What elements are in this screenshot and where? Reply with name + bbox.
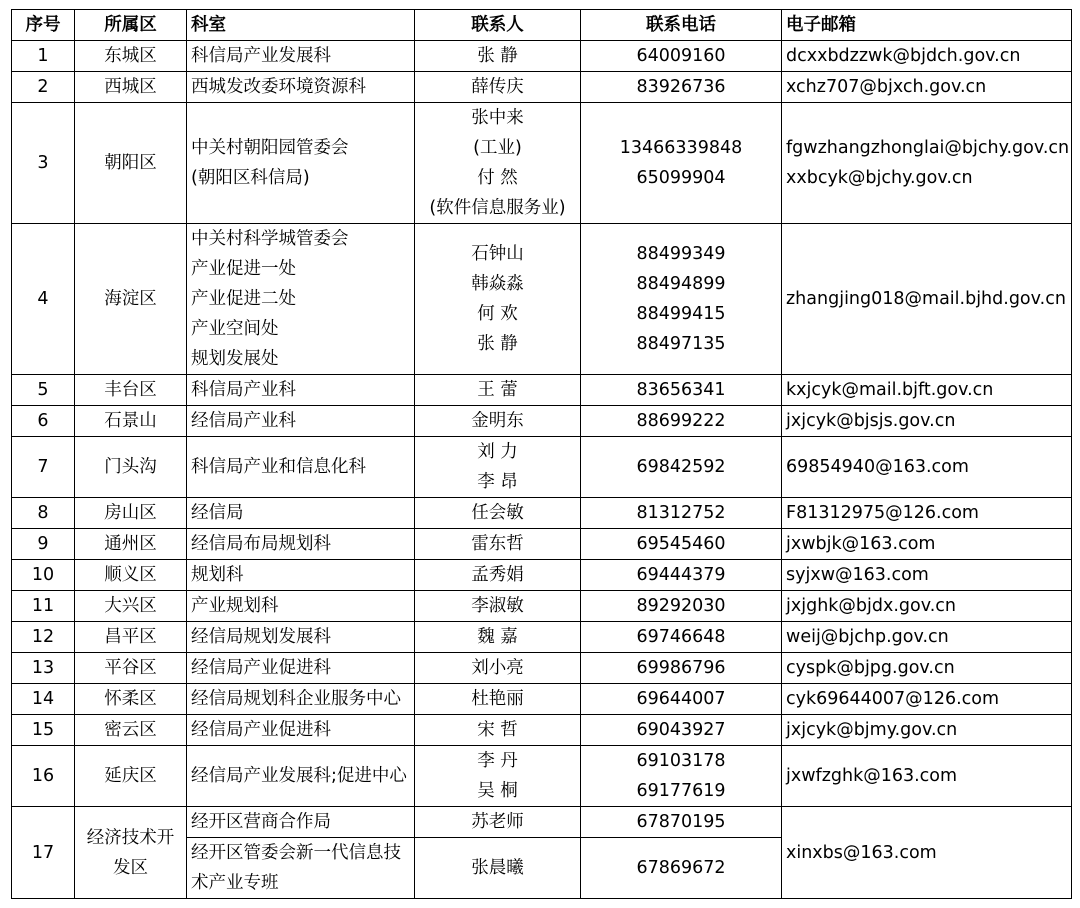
cell-dept-line: 术产业专班 bbox=[191, 873, 279, 893]
cell-district: 大兴区 bbox=[75, 591, 187, 622]
cell-dept-line: 经信局 bbox=[191, 503, 244, 523]
table-row bbox=[12, 684, 1072, 715]
cell-phone bbox=[581, 715, 782, 746]
cell-phone-line: 69103178 bbox=[636, 751, 726, 771]
cell-dept-line: 中关村朝阳园管委会 bbox=[191, 138, 349, 158]
cell-dept-line: 经信局产业促进科 bbox=[191, 720, 331, 740]
contact-table bbox=[11, 9, 1072, 899]
cell-district: 密云区 bbox=[75, 715, 187, 746]
cell-phone bbox=[581, 529, 782, 560]
cell-contact-line: 张中来 bbox=[471, 108, 524, 128]
cell-phone bbox=[581, 406, 782, 437]
cell-no: 10 bbox=[12, 560, 75, 591]
cell-dept bbox=[187, 529, 415, 560]
cell-phone-line: 65099904 bbox=[636, 168, 726, 188]
cell-email bbox=[782, 591, 1072, 622]
cell-dept bbox=[187, 684, 415, 715]
cell-email-line: xxbcyk@bjchy.gov.cn bbox=[786, 168, 973, 188]
cell-phone-line: 83926736 bbox=[636, 77, 726, 97]
cell-contact: 张晨曦 bbox=[415, 838, 581, 899]
cell-contact-line: 付 然 bbox=[477, 168, 518, 188]
cell-dept-line: 经信局布局规划科 bbox=[191, 534, 331, 554]
header-contact: 联系人 bbox=[415, 10, 581, 41]
cell-district: 西城区 bbox=[75, 72, 187, 103]
cell-email bbox=[782, 437, 1072, 498]
cell-no: 7 bbox=[12, 437, 75, 498]
cell-no: 11 bbox=[12, 591, 75, 622]
cell-email bbox=[782, 375, 1072, 406]
cell-district: 房山区 bbox=[75, 498, 187, 529]
cell-contact-line: 李 昂 bbox=[477, 472, 518, 492]
cell-dept-line: 中关村科学城管委会 bbox=[191, 229, 349, 249]
cell-contact-line: 魏 嘉 bbox=[477, 627, 518, 647]
cell-email-line: fgwzhangzhonglai@bjchy.gov.cn bbox=[786, 138, 1070, 158]
cell-phone-line: 69043927 bbox=[636, 720, 726, 740]
cell-phone-line: 64009160 bbox=[636, 46, 726, 66]
cell-contact bbox=[415, 622, 581, 653]
cell-district-line: 发区 bbox=[113, 857, 148, 878]
cell-dept bbox=[187, 746, 415, 807]
cell-dept bbox=[187, 72, 415, 103]
cell-phone-line: 88699222 bbox=[636, 411, 726, 431]
cell-phone: 67870195 bbox=[581, 807, 782, 838]
cell-district: 延庆区 bbox=[75, 746, 187, 807]
cell-contact: 苏老师 bbox=[415, 807, 581, 838]
cell-contact bbox=[415, 375, 581, 406]
cell-dept bbox=[187, 653, 415, 684]
cell-email-line: jxjcyk@bjsjs.gov.cn bbox=[786, 411, 956, 431]
cell-dept-line: 科信局产业发展科 bbox=[191, 46, 331, 66]
cell-email-line: jxwbjk@163.com bbox=[786, 534, 936, 554]
cell-phone-line: 69842592 bbox=[636, 457, 726, 477]
cell-contact-line: 薛传庆 bbox=[471, 77, 524, 97]
cell-contact-line: 李 丹 bbox=[477, 751, 518, 771]
cell-phone bbox=[581, 375, 782, 406]
table-row bbox=[12, 746, 1072, 807]
cell-email bbox=[782, 746, 1072, 807]
cell-contact bbox=[415, 746, 581, 807]
cell-no: 4 bbox=[12, 224, 75, 375]
cell-email-line: jxjghk@bjdx.gov.cn bbox=[786, 596, 957, 616]
cell-contact bbox=[415, 560, 581, 591]
cell-phone-line: 69986796 bbox=[636, 658, 726, 678]
cell-contact bbox=[415, 529, 581, 560]
cell-contact bbox=[415, 406, 581, 437]
cell-email bbox=[782, 684, 1072, 715]
table-row bbox=[12, 807, 1072, 838]
cell-dept-line: 经信局规划科企业服务中心 bbox=[191, 689, 401, 709]
cell-phone bbox=[581, 653, 782, 684]
cell-contact-line: (软件信息服务业) bbox=[429, 198, 566, 218]
cell-dept-line: 科信局产业科 bbox=[191, 380, 296, 400]
cell-dept-line: 西城发改委环境资源科 bbox=[191, 77, 366, 97]
cell-email: xinxbs@163.com bbox=[782, 807, 1072, 899]
cell-phone-line: 69644007 bbox=[636, 689, 726, 709]
cell-contact-line: 金明东 bbox=[471, 411, 524, 431]
cell-contact-line: 韩焱淼 bbox=[471, 274, 524, 294]
cell-no: 13 bbox=[12, 653, 75, 684]
cell-email bbox=[782, 653, 1072, 684]
cell-phone-line: 69545460 bbox=[636, 534, 726, 554]
table-row bbox=[12, 41, 1072, 72]
cell-no: 14 bbox=[12, 684, 75, 715]
table-row bbox=[12, 406, 1072, 437]
cell-district: 石景山 bbox=[75, 406, 187, 437]
cell-dept-line: 产业促进二处 bbox=[191, 289, 296, 309]
cell-phone bbox=[581, 498, 782, 529]
cell-phone bbox=[581, 72, 782, 103]
cell-dept bbox=[187, 560, 415, 591]
cell-phone-line: 83656341 bbox=[636, 380, 726, 400]
cell-phone bbox=[581, 224, 782, 375]
table-row bbox=[12, 560, 1072, 591]
cell-phone-line: 81312752 bbox=[636, 503, 726, 523]
cell-contact-line: 石钟山 bbox=[471, 244, 524, 264]
cell-contact-line: 吴 桐 bbox=[477, 781, 518, 801]
cell-dept bbox=[187, 591, 415, 622]
header-district: 所属区 bbox=[75, 10, 187, 41]
cell-email bbox=[782, 103, 1072, 224]
cell-district: 怀柔区 bbox=[75, 684, 187, 715]
cell-contact bbox=[415, 591, 581, 622]
cell-email bbox=[782, 224, 1072, 375]
cell-dept bbox=[187, 838, 415, 899]
cell-district-line: 经济技术开 bbox=[86, 827, 175, 848]
cell-dept-line: 经信局产业科 bbox=[191, 411, 296, 431]
cell-dept-line: 产业规划科 bbox=[191, 596, 279, 616]
cell-dept bbox=[187, 103, 415, 224]
cell-dept-line: 产业促进一处 bbox=[191, 259, 296, 279]
cell-no: 5 bbox=[12, 375, 75, 406]
cell-contact-line: (工业) bbox=[473, 138, 522, 158]
cell-no: 1 bbox=[12, 41, 75, 72]
cell-email-line: cyspk@bjpg.gov.cn bbox=[786, 658, 955, 678]
cell-contact bbox=[415, 72, 581, 103]
cell-no: 16 bbox=[12, 746, 75, 807]
cell-phone bbox=[581, 560, 782, 591]
cell-phone bbox=[581, 591, 782, 622]
table-row bbox=[12, 591, 1072, 622]
table-row bbox=[12, 103, 1072, 224]
cell-dept bbox=[187, 498, 415, 529]
cell-contact bbox=[415, 41, 581, 72]
cell-dept bbox=[187, 41, 415, 72]
cell-dept-line: 规划发展处 bbox=[191, 349, 279, 369]
cell-contact bbox=[415, 653, 581, 684]
cell-district: 昌平区 bbox=[75, 622, 187, 653]
cell-dept bbox=[187, 437, 415, 498]
cell-phone-line: 88499349 bbox=[636, 244, 726, 264]
cell-dept bbox=[187, 715, 415, 746]
cell-phone bbox=[581, 746, 782, 807]
cell-dept-line: (朝阳区科信局) bbox=[191, 168, 310, 188]
cell-contact bbox=[415, 498, 581, 529]
cell-contact-line: 张 静 bbox=[477, 334, 518, 354]
cell-contact-line: 刘小亮 bbox=[471, 658, 524, 678]
cell-contact-line: 任会敏 bbox=[471, 503, 524, 523]
header-dept: 科室 bbox=[187, 10, 415, 41]
cell-phone bbox=[581, 684, 782, 715]
cell-district: 朝阳区 bbox=[75, 103, 187, 224]
cell-phone-line: 13466339848 bbox=[619, 138, 743, 158]
cell-no: 12 bbox=[12, 622, 75, 653]
cell-contact-line: 王 蕾 bbox=[477, 380, 518, 400]
cell-contact bbox=[415, 715, 581, 746]
header-no: 序号 bbox=[12, 10, 75, 41]
cell-no: 17 bbox=[12, 807, 75, 899]
cell-email bbox=[782, 406, 1072, 437]
cell-phone bbox=[581, 103, 782, 224]
cell-email-line: cyk69644007@126.com bbox=[786, 689, 1000, 709]
cell-dept-line: 经信局产业促进科 bbox=[191, 658, 331, 678]
header-email: 电子邮箱 bbox=[782, 10, 1072, 41]
table-row bbox=[12, 498, 1072, 529]
cell-district: 东城区 bbox=[75, 41, 187, 72]
cell-email bbox=[782, 72, 1072, 103]
cell-phone bbox=[581, 41, 782, 72]
table-row bbox=[12, 715, 1072, 746]
cell-contact-line: 杜艳丽 bbox=[471, 689, 524, 709]
cell-email-line: syjxw@163.com bbox=[786, 565, 929, 585]
cell-email bbox=[782, 498, 1072, 529]
cell-email bbox=[782, 622, 1072, 653]
cell-dept-line: 科信局产业和信息化科 bbox=[191, 457, 366, 477]
cell-no: 6 bbox=[12, 406, 75, 437]
cell-district: 门头沟 bbox=[75, 437, 187, 498]
cell-contact-line: 何 欢 bbox=[477, 304, 518, 324]
cell-email-line: zhangjing018@mail.bjhd.gov.cn bbox=[786, 289, 1066, 309]
cell-email-line: weij@bjchp.gov.cn bbox=[786, 627, 949, 647]
header-phone: 联系电话 bbox=[581, 10, 782, 41]
cell-email bbox=[782, 529, 1072, 560]
cell-contact-line: 宋 哲 bbox=[477, 720, 518, 740]
table-row bbox=[12, 622, 1072, 653]
cell-phone-line: 88499415 bbox=[636, 304, 726, 324]
table-header-row bbox=[12, 10, 1072, 41]
cell-email-line: jxwfzghk@163.com bbox=[786, 766, 958, 786]
cell-dept-line: 经信局产业发展科;促进中心 bbox=[191, 766, 407, 786]
cell-phone-line: 69444379 bbox=[636, 565, 726, 585]
cell-contact bbox=[415, 224, 581, 375]
cell-email bbox=[782, 41, 1072, 72]
cell-dept-line: 经信局规划发展科 bbox=[191, 627, 331, 647]
cell-contact bbox=[415, 103, 581, 224]
cell-district: 通州区 bbox=[75, 529, 187, 560]
cell-dept bbox=[187, 224, 415, 375]
cell-no: 8 bbox=[12, 498, 75, 529]
cell-no: 3 bbox=[12, 103, 75, 224]
cell-contact-line: 刘 力 bbox=[477, 442, 518, 462]
cell-phone bbox=[581, 437, 782, 498]
cell-dept-line: 规划科 bbox=[191, 565, 244, 585]
cell-no: 15 bbox=[12, 715, 75, 746]
table-row bbox=[12, 529, 1072, 560]
cell-district: 丰台区 bbox=[75, 375, 187, 406]
table-row bbox=[12, 224, 1072, 375]
cell-district: 海淀区 bbox=[75, 224, 187, 375]
cell-phone-line: 69177619 bbox=[636, 781, 726, 801]
cell-dept bbox=[187, 406, 415, 437]
cell-phone: 67869672 bbox=[581, 838, 782, 899]
table-row bbox=[12, 375, 1072, 406]
cell-dept bbox=[187, 622, 415, 653]
cell-contact-line: 张 静 bbox=[477, 46, 518, 66]
cell-email bbox=[782, 715, 1072, 746]
table-row bbox=[12, 653, 1072, 684]
cell-district: 顺义区 bbox=[75, 560, 187, 591]
cell-dept bbox=[187, 375, 415, 406]
cell-email-line: F81312975@126.com bbox=[786, 503, 979, 523]
cell-email bbox=[782, 560, 1072, 591]
cell-dept-line: 经开区管委会新一代信息技 bbox=[191, 843, 401, 863]
cell-district bbox=[75, 807, 187, 899]
cell-phone-line: 69746648 bbox=[636, 627, 726, 647]
cell-no: 2 bbox=[12, 72, 75, 103]
cell-contact-line: 李淑敏 bbox=[471, 596, 524, 616]
table-row bbox=[12, 72, 1072, 103]
cell-phone bbox=[581, 622, 782, 653]
cell-no: 9 bbox=[12, 529, 75, 560]
cell-dept-line: 产业空间处 bbox=[191, 319, 279, 339]
cell-phone-line: 88494899 bbox=[636, 274, 726, 294]
cell-phone-line: 88497135 bbox=[636, 334, 726, 354]
cell-email-line: 69854940@163.com bbox=[786, 457, 969, 477]
cell-email-line: dcxxbdzzwk@bjdch.gov.cn bbox=[786, 46, 1021, 66]
cell-email-line: kxjcyk@mail.bjft.gov.cn bbox=[786, 380, 994, 400]
cell-dept: 经开区营商合作局 bbox=[187, 807, 415, 838]
cell-district: 平谷区 bbox=[75, 653, 187, 684]
cell-contact-line: 雷东哲 bbox=[471, 534, 524, 554]
cell-email-line: xchz707@bjxch.gov.cn bbox=[786, 77, 987, 97]
cell-email-line: jxjcyk@bjmy.gov.cn bbox=[786, 720, 958, 740]
cell-contact bbox=[415, 437, 581, 498]
cell-contact bbox=[415, 684, 581, 715]
cell-contact-line: 孟秀娟 bbox=[471, 565, 524, 585]
table-row bbox=[12, 437, 1072, 498]
cell-phone-line: 89292030 bbox=[636, 596, 726, 616]
